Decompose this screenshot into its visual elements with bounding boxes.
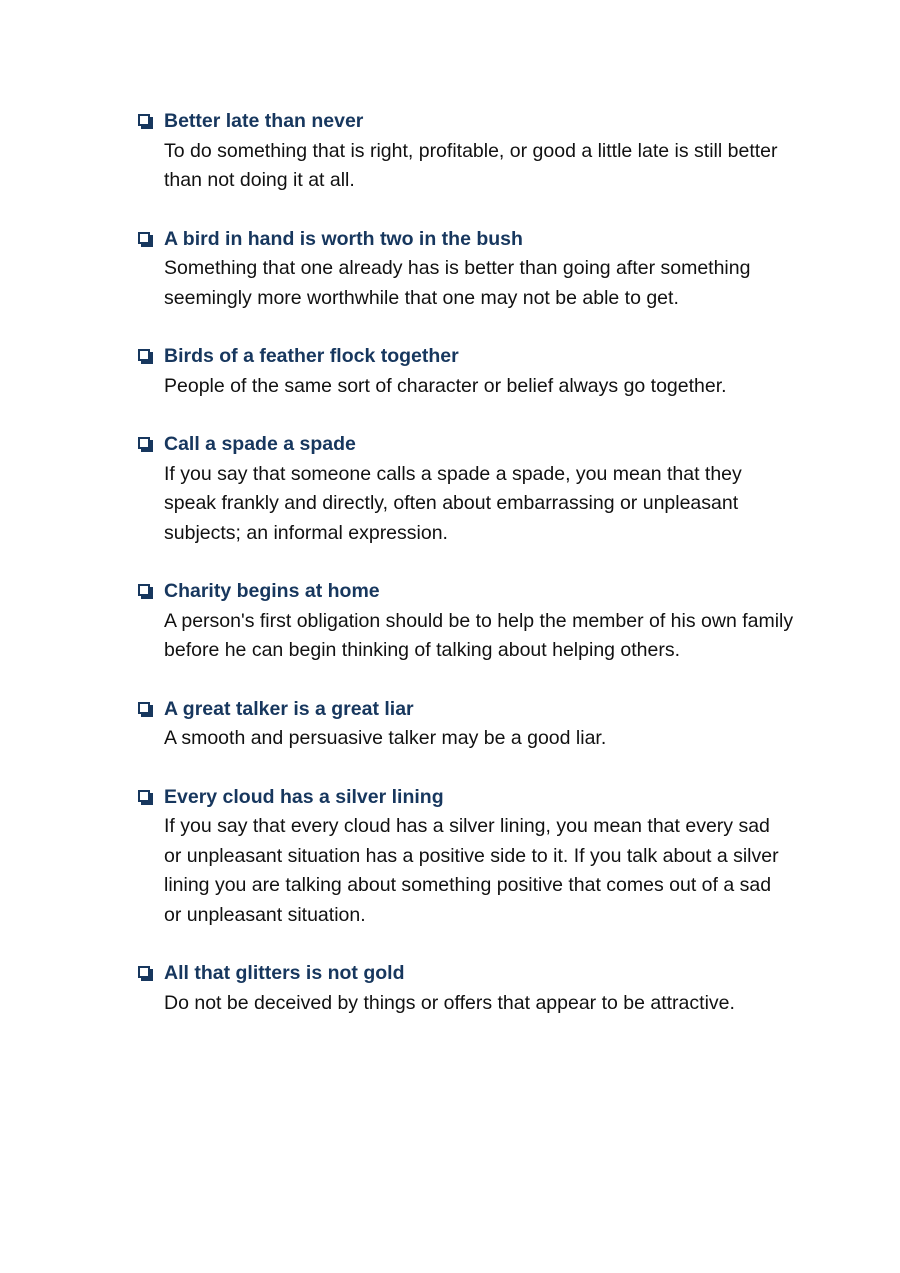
proverb-title: Call a spade a spade — [164, 433, 356, 455]
proverb-title: Charity begins at home — [164, 580, 380, 602]
box-bullet-icon — [138, 790, 151, 803]
proverb-title: Birds of a feather flock together — [164, 345, 459, 367]
box-bullet-icon — [138, 966, 151, 979]
box-bullet-icon — [138, 232, 151, 245]
box-bullet-icon — [138, 584, 151, 597]
proverb-item — [136, 342, 816, 401]
proverb-title: A bird in hand is worth two in the bush — [164, 227, 523, 250]
proverb-meaning: If you say that someone calls a spade a spade, you mean that they speak frankly and directly, often about embarrassing or unpleasant subjects; an informal expression. — [164, 462, 742, 544]
proverb-meaning: A smooth and persuasive talker may be a good liar. — [164, 727, 607, 749]
proverb-meaning: Do not be deceived by things or offers that appear to be attractive. — [164, 991, 735, 1014]
box-bullet-icon — [138, 702, 151, 715]
proverb-item — [136, 695, 816, 754]
proverb-item — [136, 107, 816, 196]
box-bullet-icon — [138, 349, 151, 362]
proverb-list — [136, 107, 816, 1047]
proverb-title: Every cloud has a silver lining — [164, 785, 444, 808]
proverb-meaning: If you say that every cloud has a silver lining, you mean that every sad or unpleasant situation has a positive side to it. If you talk about a silver lining you are talking about something positive that comes out of a sad or unpleasant situation. — [164, 815, 779, 926]
box-bullet-icon — [138, 114, 151, 127]
proverb-title: All that glitters is not gold — [164, 962, 405, 984]
proverb-item — [136, 783, 816, 931]
proverb-item — [136, 959, 816, 1018]
box-bullet-icon — [138, 437, 151, 450]
proverb-title: Better late than never — [164, 110, 364, 132]
proverb-meaning: Something that one already has is better than going after something seemingly more worthwhile that one may not be able to get. — [164, 257, 751, 309]
proverb-meaning: People of the same sort of character or belief always go together. — [164, 374, 727, 397]
proverb-item — [136, 225, 816, 314]
proverb-item — [136, 430, 816, 548]
proverb-meaning: To do something that is right, profitable, or good a little late is still better than not doing it at all. — [164, 139, 778, 191]
proverb-meaning: A person's first obligation should be to help the member of his own family before he can begin thinking of talking about helping others. — [164, 609, 794, 661]
proverb-item — [136, 577, 816, 666]
proverb-title: A great talker is a great liar — [164, 697, 414, 720]
